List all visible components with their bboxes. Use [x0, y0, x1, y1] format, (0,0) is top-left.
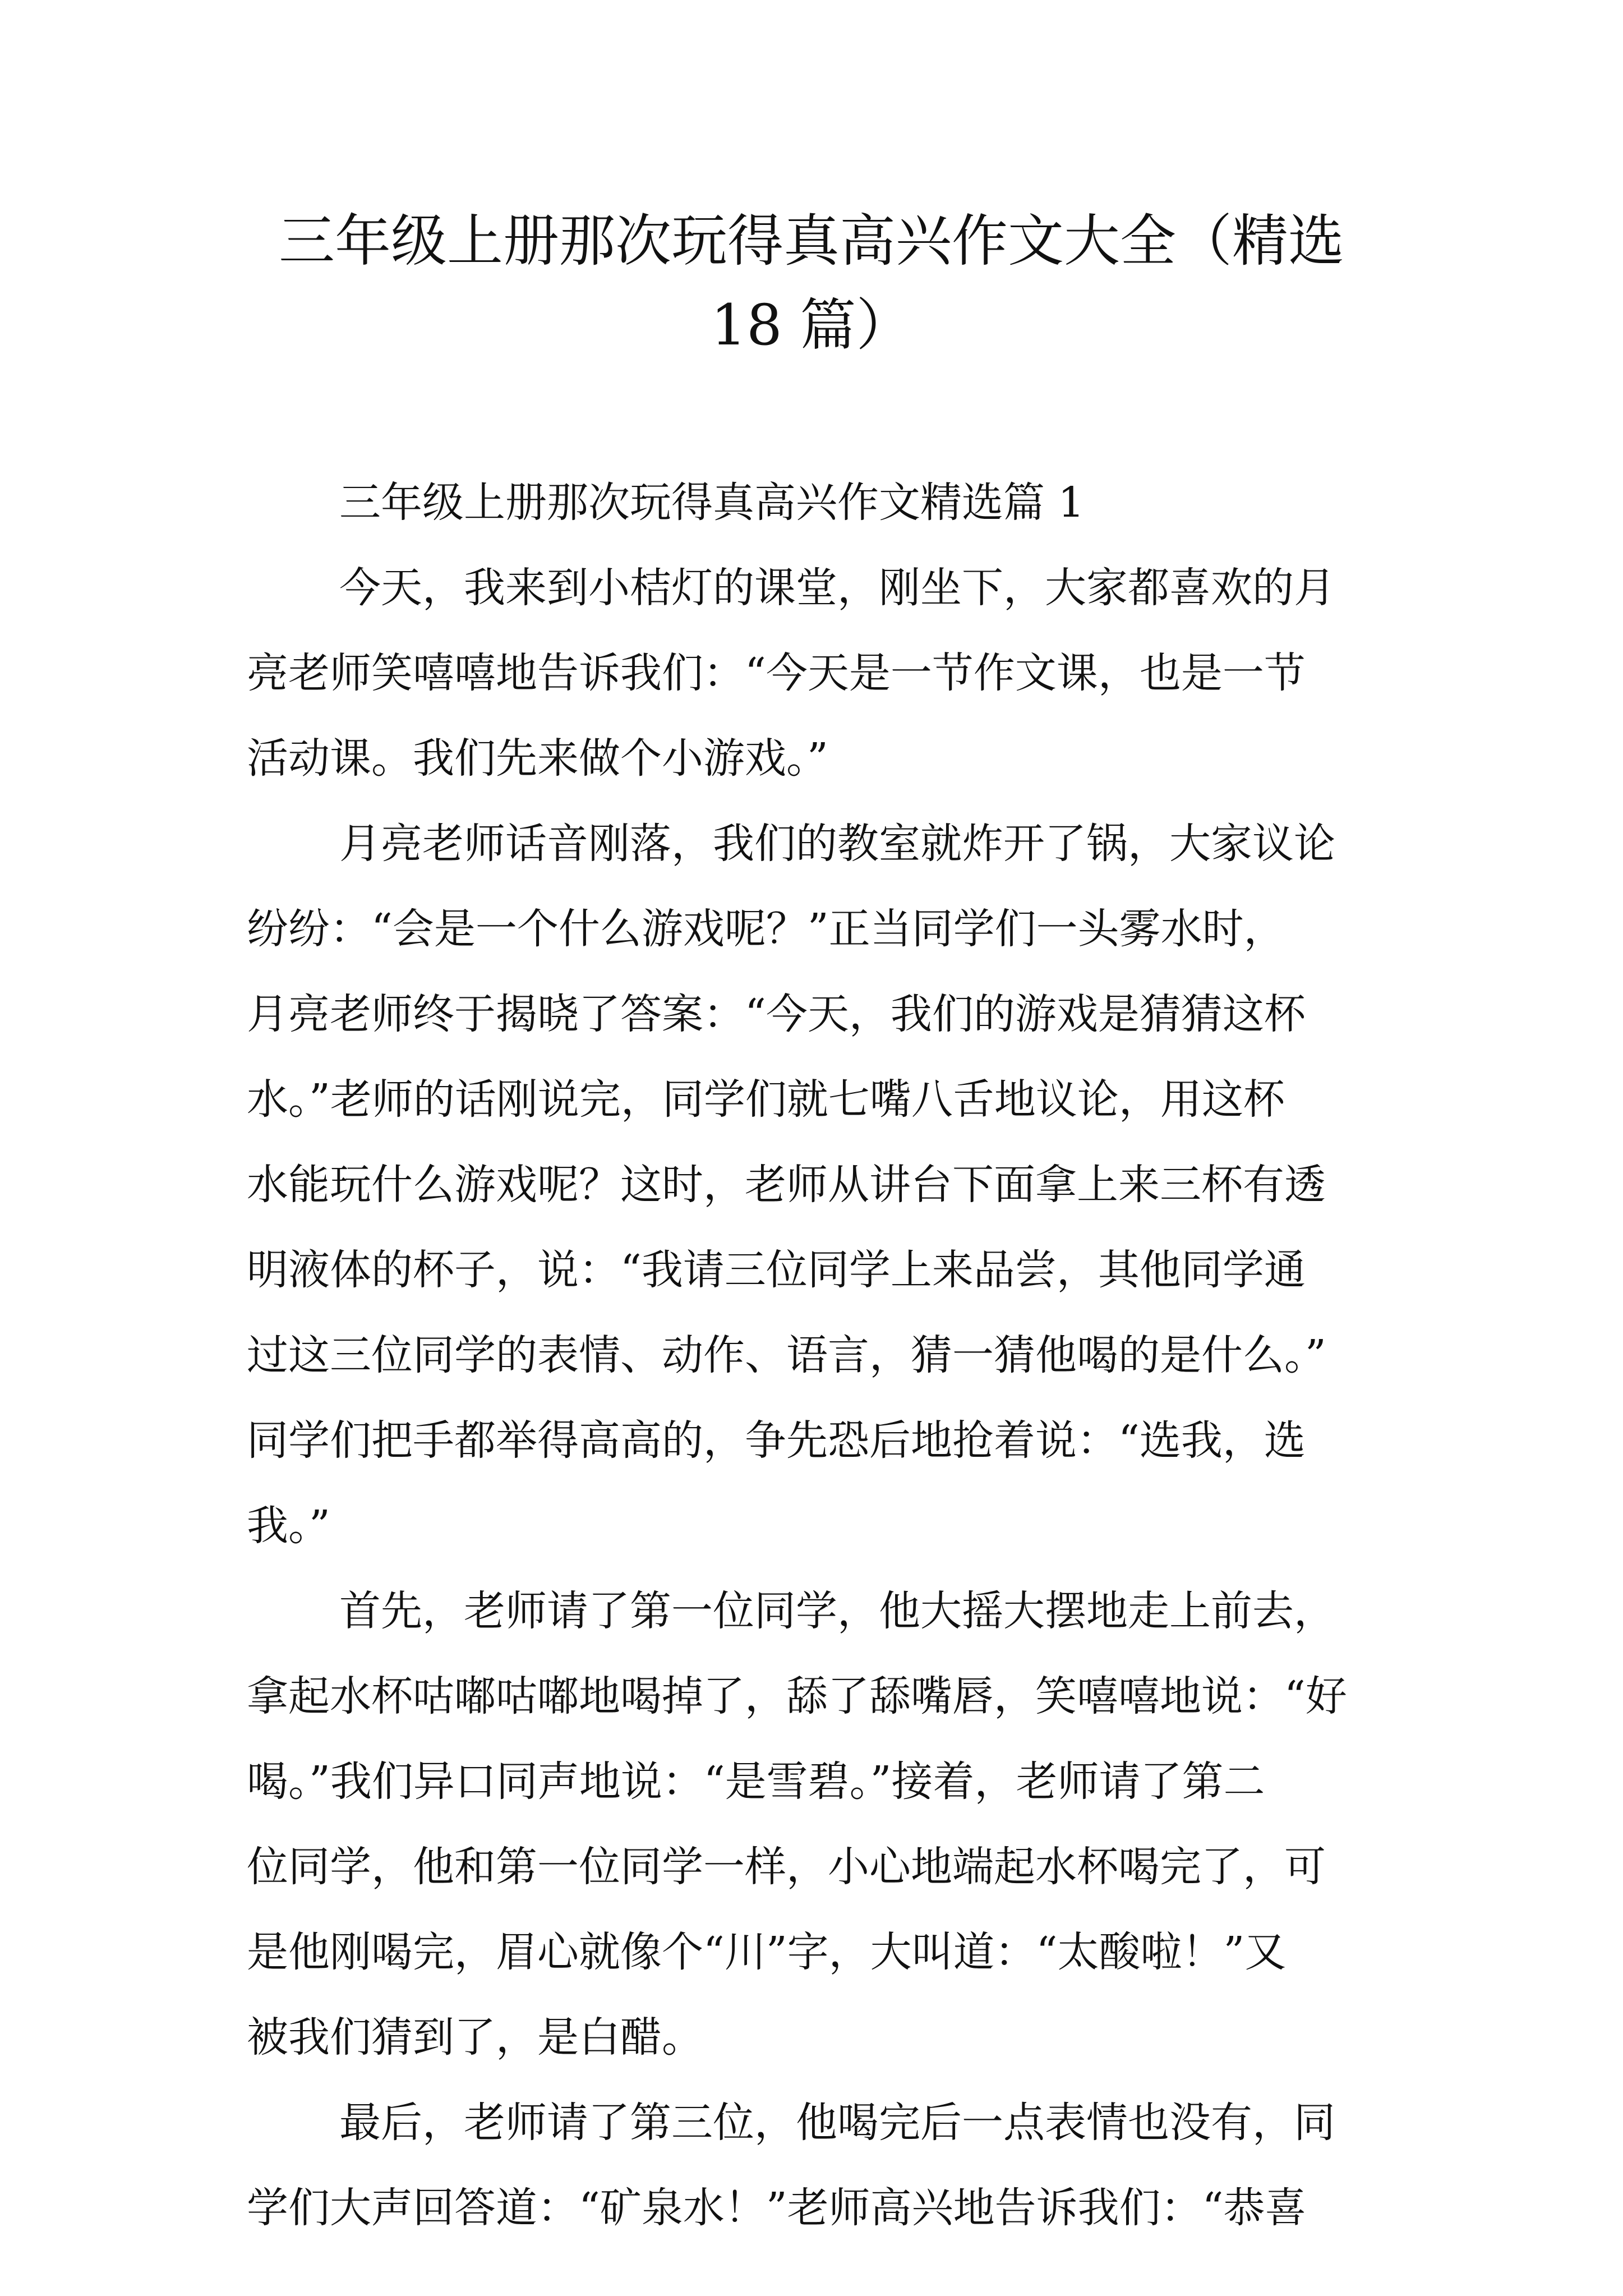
paragraph-line: 亮老师笑嘻嘻地告诉我们：“今天是一节作文课，也是一节	[247, 649, 1306, 697]
document-body	[247, 460, 1380, 2251]
paragraph-line: 学们大声回答道：“矿泉水！”老师高兴地告诉我们：“恭喜	[247, 2184, 1307, 2232]
paragraph-line: 拿起水杯咕嘟咕嘟地喝掉了，舔了舔嘴唇，笑嘻嘻地说：“好	[247, 1672, 1347, 1720]
paragraph-line: 水。”老师的话刚说完，同学们就七嘴八舌地议论，用这杯	[247, 1075, 1285, 1124]
paragraph-line: 位同学，他和第一位同学一样，小心地端起水杯喝完了，可	[247, 1843, 1326, 1891]
title-line-1: 三年级上册那次玩得真高兴作文大全（精选	[279, 208, 1344, 274]
paragraph-line: 纷纷：“会是一个什么游戏呢？”正当同学们一头雾水时，	[247, 905, 1285, 953]
paragraph-line: 喝。”我们异口同声地说：“是雪碧。”接着，老师请了第二	[247, 1757, 1265, 1806]
paragraph-line: 是他刚喝完，眉心就像个“川”字，大叫道：“太酸啦！”又	[247, 1928, 1287, 1976]
paragraph-line: 同学们把手都举得高高的，争先恐后地抢着说：“选我，选	[247, 1416, 1306, 1465]
paragraph-line: 过这三位同学的表情、动作、语言，猜一猜他喝的是什么。”	[247, 1331, 1326, 1379]
paragraph-line: 今天，我来到小桔灯的课堂，刚坐下，大家都喜欢的月	[339, 564, 1335, 612]
paragraph-line: 明液体的杯子，说：“我请三位同学上来品尝，其他同学通	[247, 1246, 1306, 1294]
title-line-2: 18 篇）	[711, 292, 912, 358]
paragraph-line: 被我们猜到了，是白醋。	[247, 2013, 703, 2062]
paragraph-line: 水能玩什么游戏呢？这时，老师从讲台下面拿上来三杯有透	[247, 1161, 1326, 1209]
paragraph-line: 首先，老师请了第一位同学，他大摇大摆地走上前去，	[339, 1587, 1335, 1635]
paragraph-line: 活动课。我们先来做个小游戏。”	[247, 734, 828, 783]
document-title	[241, 199, 1382, 367]
paragraph-line: 我。”	[247, 1502, 330, 1550]
paragraph-line: 月亮老师话音刚落，我们的教室就炸开了锅，大家议论	[339, 820, 1335, 868]
paragraph-line: 最后，老师请了第三位，他喝完后一点表情也没有，同	[339, 2099, 1335, 2147]
section-heading: 三年级上册那次玩得真高兴作文精选篇 1	[339, 478, 1085, 527]
paragraph-line: 月亮老师终于揭晓了答案：“今天，我们的游戏是猜猜这杯	[247, 990, 1306, 1038]
